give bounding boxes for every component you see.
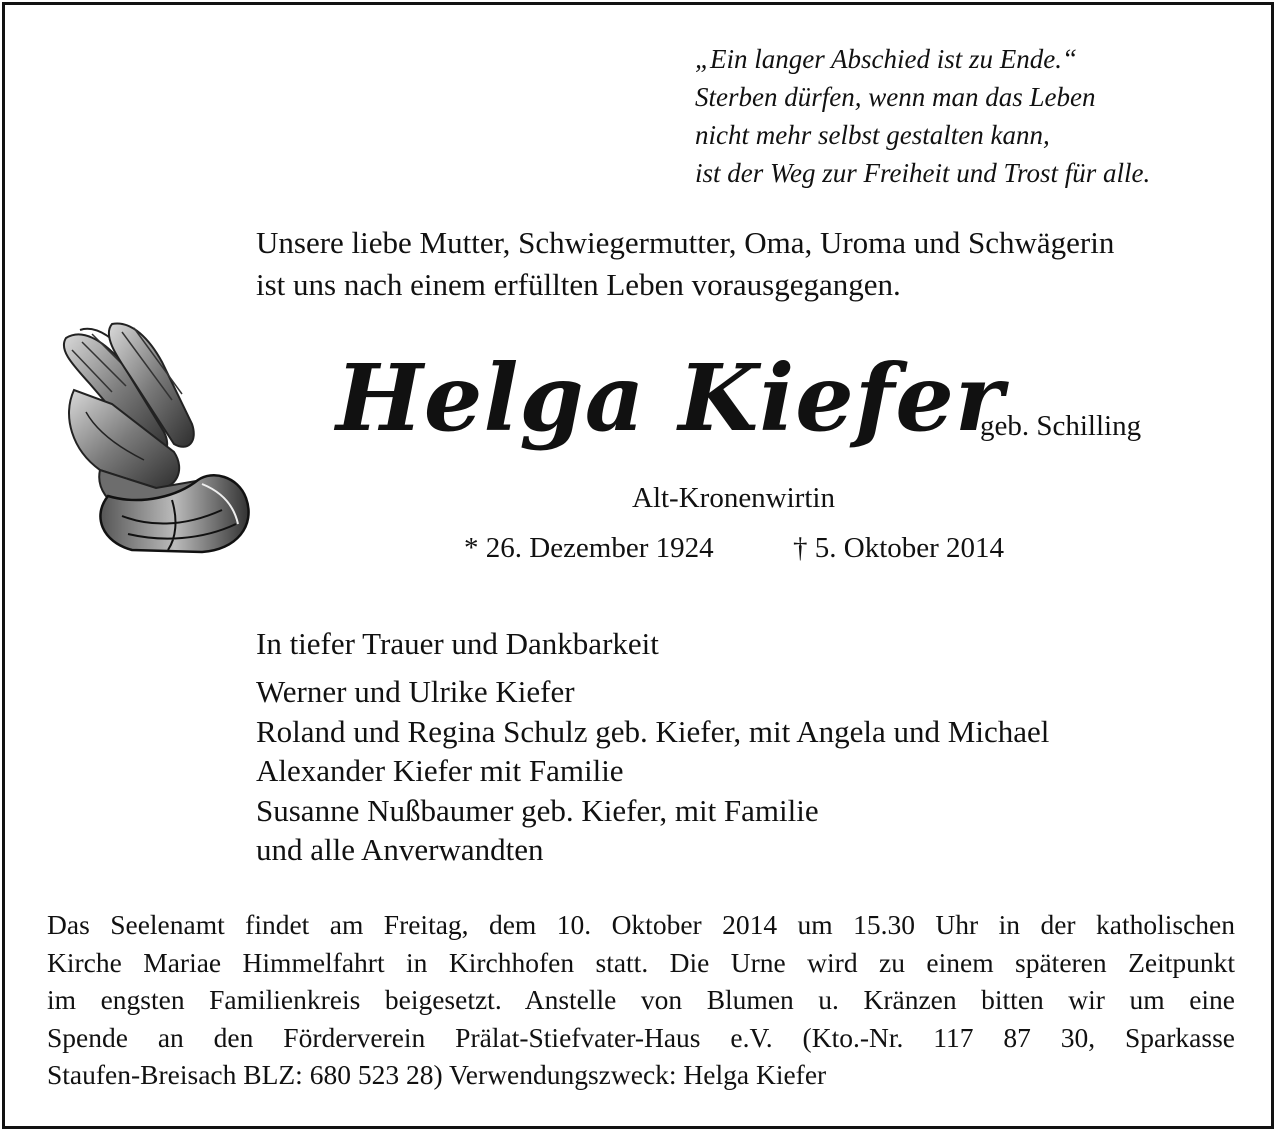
quote-line: nicht mehr selbst gestalten kann,: [695, 120, 1050, 150]
mourner-line: Alexander Kiefer mit Familie: [256, 753, 624, 788]
quote-line: „Ein langer Abschied ist zu Ende.“: [695, 44, 1077, 74]
deceased-name: Helga Kiefer: [336, 344, 1005, 452]
birth-date: * 26. Dezember 1924: [464, 532, 714, 564]
service-line: Staufen-Breisach BLZ: 680 523 28) Verwendungszweck: Helga Kiefer: [47, 1059, 827, 1090]
mourner-line: Werner und Ulrike Kiefer: [256, 674, 575, 709]
mourning-heading: In tiefer Trauer und Dankbarkeit: [256, 626, 659, 661]
intro-text: [256, 222, 1114, 306]
mourner-line: Roland und Regina Schulz geb. Kiefer, mit Angela und Michael: [256, 713, 1050, 749]
intro-line: ist uns nach einem erfüllten Leben vorausgegangen.: [256, 267, 901, 302]
service-line: Spende an den Förderverein Prälat-Stiefvater-Haus e.V. (Kto.-Nr. 117 87 30, Sparkasse: [47, 1021, 1235, 1053]
mourners-list: [256, 672, 1049, 870]
service-line: Das Seelenamt findet am Freitag, dem 10. Oktober 2014 um 15.30 Uhr in der katholischen: [47, 909, 1235, 940]
service-line: Kirche Mariae Himmelfahrt in Kirchhofen statt. Die Urne wird zu einem späteren Zeitpunkt: [47, 946, 1235, 978]
quote-line: Sterben dürfen, wenn man das Leben: [695, 82, 1096, 112]
service-details: [47, 906, 1235, 1094]
maiden-name: geb. Schilling: [980, 410, 1142, 442]
mourner-line: und alle Anverwandten: [256, 832, 544, 867]
quote-block: [695, 40, 1150, 192]
death-date: † 5. Oktober 2014: [793, 532, 1005, 564]
mourner-line: Susanne Nußbaumer geb. Kiefer, mit Familie: [256, 792, 819, 828]
service-line: im engsten Familienkreis beigesetzt. Anstelle von Blumen u. Kränzen bitten wir um eine: [47, 984, 1235, 1015]
quote-line: ist der Weg zur Freiheit und Trost für alle.: [695, 158, 1151, 188]
intro-line: Unsere liebe Mutter, Schwiegermutter, Oma, Uroma und Schwägerin: [256, 225, 1115, 260]
praying-hands-icon: [52, 320, 257, 555]
deceased-role: Alt-Kronenwirtin: [632, 482, 835, 514]
